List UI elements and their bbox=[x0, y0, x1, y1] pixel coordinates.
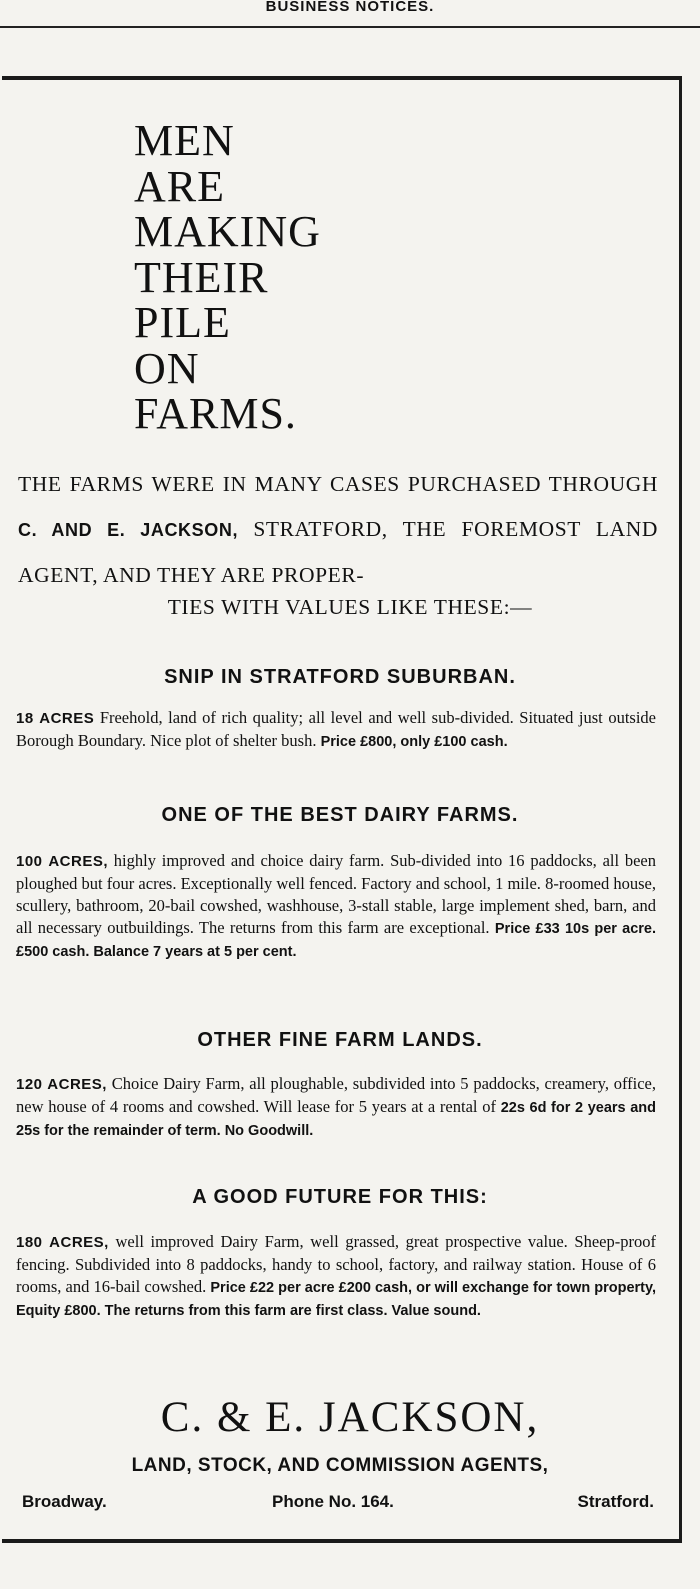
section-title: OTHER FINE FARM LANDS. bbox=[197, 1029, 483, 1051]
firm-description: LAND, STOCK, AND COMMISSION AGENTS, bbox=[131, 1455, 549, 1476]
header-rule bbox=[0, 26, 700, 28]
agent-name: C. AND E. JACKSON, bbox=[18, 520, 239, 540]
intro-text: THE FARMS WERE IN MANY CASES PURCHASED THROUGH bbox=[18, 472, 658, 496]
section-title: A GOOD FUTURE FOR THIS: bbox=[192, 1186, 488, 1208]
listing-text: Choice Dairy Farm, all ploughable, subdivided into 5 paddocks, creamery, office, new house of 4 rooms and cowshed. Will lease for 5 years at a rental of bbox=[16, 1074, 657, 1116]
headline-line: ARE bbox=[134, 161, 225, 211]
headline-line: MAKING bbox=[134, 207, 321, 256]
headline-line: MEN bbox=[134, 116, 235, 165]
headline-line: THEIR bbox=[134, 252, 269, 302]
headline-line: PILE bbox=[134, 298, 231, 347]
listing-text: well improved Dairy Farm, well grassed, great prospective value. Sheep-proof fencing. Subdivided into 8 paddocks, handy to school, factory, and railway station. House of 6 rooms, and 16-bail cowshed. bbox=[16, 1232, 656, 1296]
listing-price: Price £800, only £100 cash. bbox=[320, 734, 508, 750]
listing-paragraph bbox=[16, 707, 656, 753]
section-title: SNIP IN STRATFORD SUBURBAN. bbox=[164, 666, 516, 688]
listing-acres: 120 ACRES, bbox=[16, 1076, 107, 1093]
listing-paragraph bbox=[16, 1231, 656, 1322]
listing-paragraph bbox=[16, 1073, 656, 1142]
town: Stratford. bbox=[577, 1492, 654, 1511]
firm-name: C. & E. JACKSON, bbox=[160, 1394, 540, 1441]
intro-last-line: TIES WITH VALUES LIKE THESE:— bbox=[167, 595, 533, 619]
listing-price: Price £22 per acre £200 cash, or will exchange for town property, Equity £800. The returns from this farm are first class. Value sound. bbox=[16, 1280, 657, 1319]
listing-text: highly improved and choice dairy farm. Sub-divided into 16 paddocks, all been ploughed but four acres. Exceptionally well fenced. Factory and school, 1 mile. 8-roomed house, scullery, bathroom, 20-bail cowshed, washhouse, 3-stall stable, large implement shed, barn, and all necessary outbuildings. The returns from this farm are exceptional. bbox=[16, 851, 657, 937]
headline-line: FARMS. bbox=[134, 389, 297, 438]
intro-paragraph bbox=[18, 462, 658, 598]
page-header: BUSINESS NOTICES. bbox=[265, 0, 435, 15]
phone-number: Phone No. 164. bbox=[272, 1492, 394, 1511]
listing-price: Price £33 10s per acre. £500 cash. Balance 7 years at 5 per cent. bbox=[16, 921, 656, 960]
address: Broadway. bbox=[22, 1492, 107, 1511]
intro-text: STRATFORD, THE FOREMOST LAND AGENT, AND THEY ARE PROPER- bbox=[18, 517, 658, 587]
listing-acres: 18 ACRES bbox=[16, 710, 95, 727]
listing-acres: 100 ACRES, bbox=[16, 853, 108, 870]
headline bbox=[134, 118, 321, 437]
listing-paragraph bbox=[16, 850, 656, 963]
listing-text: Freehold, land of rich quality; all level and well sub-divided. Situated just outside Borough Boundary. Nice plot of shelter bush. bbox=[16, 708, 656, 750]
section-title: ONE OF THE BEST DAIRY FARMS. bbox=[161, 804, 519, 826]
listing-acres: 180 ACRES, bbox=[16, 1234, 109, 1251]
headline-line: ON bbox=[134, 343, 200, 393]
listing-terms: 22s 6d for 2 years and 25s for the remainder of term. No Goodwill. bbox=[16, 1100, 657, 1139]
